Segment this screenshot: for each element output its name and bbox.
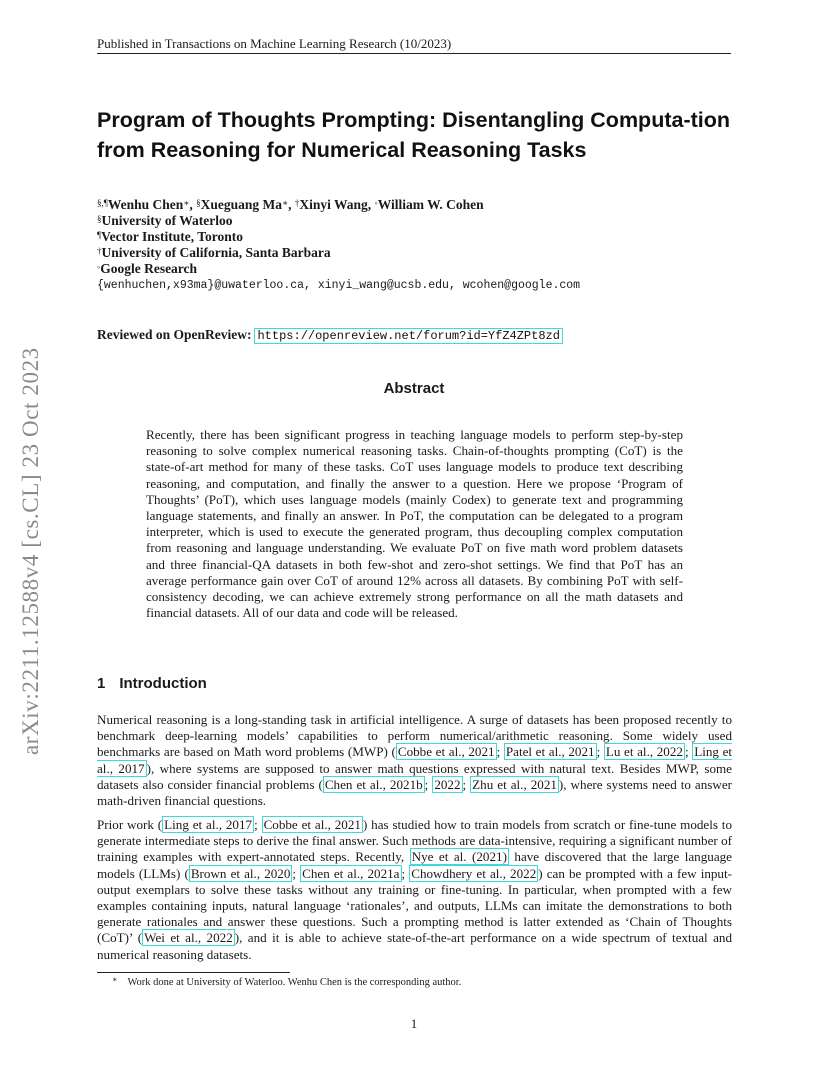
citation-link[interactable]: Ling et al., 2017 [97,744,733,776]
text-run: ), where systems are supposed to answer math questions expressed with natural text. Besides MWP, some datasets also consider financial problems ( [97,760,732,792]
citation-link[interactable]: Cobbe et al., 2021 [397,744,495,760]
author-block [97,197,737,294]
paper-title: Program of Thoughts Prompting: Disentangling Computa-tion from Reasoning for Numerical Reasoning Tasks [97,108,731,162]
review-label: Reviewed on OpenReview: [97,327,252,342]
author-emails: {wenhuchen,x93ma}@uwaterloo.ca, xinyi_wang@ucsb.edu, wcohen@google.com [97,279,581,292]
text-run: ) has studied how to train models from scratch or fine-tune models to generate intermediate steps to derive the final answer. Such methods are data-intensive, requiring a significant number of training examples with expert-annotated steps. Recently, [97,817,732,865]
author-name: Xueguang Ma [200,197,282,212]
section-number: 1 [97,675,106,692]
intro-paragraph-1 [97,712,732,809]
author-sup: ◦ [374,198,378,208]
author-star: ∗ [183,198,190,208]
affiliation [97,213,737,229]
author-line: §,¶Wenhu Chen∗, §Xueguang Ma∗, †Xinyi Wang, ◦William W. Cohen [97,197,484,212]
footnote-text: Work done at University of Waterloo. Wenhu Chen is the corresponding author. [127,977,462,988]
author-sup: † [294,198,300,208]
affiliation-name: University of California, Santa Barbara [101,245,331,260]
text-run: ; [462,776,471,792]
text-run: ; [254,817,262,832]
author-name: Xinyi Wang [299,197,368,212]
author-name: Wenhu Chen [107,197,184,212]
citation-link[interactable]: Ling et al., 2017 [164,817,253,832]
text-run: Prior work ( [97,817,163,832]
text-run: ; [496,744,504,760]
text-run: have discovered that the large language models (LLMs) ( [97,849,732,881]
arxiv-identifier: arXiv:2211.12588v4 [cs.CL] 23 Oct 2023 [18,347,43,755]
running-head: Published in Transactions on Machine Learning Research (10/2023) [97,36,452,51]
text-run: ), and it is able to achieve state-of-the-art performance on a wide spectrum of textual and numerical reasoning datasets. [97,930,732,962]
citation-link[interactable]: Nye et al. (2021) [411,849,507,865]
affiliation-name: Google Research [100,261,198,276]
affiliation-sup: § [97,214,102,224]
citation-link[interactable]: Brown et al., 2020 [190,865,291,881]
author-sup: §,¶ [97,198,108,208]
openreview-link[interactable]: https://openreview.net/forum?id=YfZ4ZPt8zd [254,328,562,344]
affiliation-sup: ¶ [97,230,102,240]
text-run: ; [401,865,410,881]
citation-link[interactable]: Patel et al., 2021 [505,744,595,760]
text-run: ) can be prompted with a few input-output exemplars to solve these tasks without any training or fine-tuning. In particular, when prompted with a few examples containing inputs, natural language ‘rationales’, and outputs, LLMs can imitate the demonstrations to both generate rationales and answer these questions. Such a prompting method is latter extended as ‘Chain of Thoughts (CoT)’ ( [97,865,732,946]
citation-link[interactable]: Chen et al., 2021b [324,776,423,792]
affiliation-name: University of Waterloo [101,213,233,228]
author-star: ∗ [282,198,289,208]
text-run: ; [596,744,604,760]
affiliation [97,229,737,245]
section-title: Introduction [119,675,207,692]
citation-link[interactable]: 2022 [434,776,461,792]
affiliation-name: Vector Institute, Toronto [101,229,243,244]
text-run: ), where systems need to answer math-driven financial questions. [97,776,733,809]
text-run: ; [424,776,433,792]
citation-link[interactable]: Wei et al., 2022 [144,930,233,946]
citation-link[interactable]: Cobbe et al., 2021 [263,817,361,832]
author-name: William W. Cohen [377,197,484,212]
header-rule [97,53,731,54]
citation-link[interactable]: Chen et al., 2021a [302,865,400,881]
footnote-rule [97,972,290,973]
citation-link[interactable]: Chowdhery et al., 2022 [411,865,537,881]
citation-link[interactable]: Lu et al., 2022 [605,744,683,760]
footnote-mark: ∗ [112,975,118,984]
affiliation-sup: ◦ [97,262,101,272]
review-line [97,327,563,343]
citation-link[interactable]: Zhu et al., 2021 [472,776,557,792]
affiliation [97,245,737,261]
affiliation [97,261,737,277]
abstract-text: Recently, there has been significant progress in teaching language models to perform step-by-step reasoning to solve complex numerical reasoning tasks. Chain-of-thoughts prompting (CoT) is the state-of-art method for many of these tasks. CoT uses language models to produce text describing reasoning, and computation, and finally the answer to a question. Here we propose ‘Program of Thoughts’ (PoT), which uses language models (mainly Codex) to generate text and programming language statements, and finally an answer. In PoT, the computation can be delegated to a program interpreter, which is used to execute the generated program, thus decoupling complex computation from reasoning and language understanding. We evaluate PoT on five math word problem datasets and three financial-QA datasets in both few-shot and zero-shot settings. We find that PoT has an average performance gain over CoT of around 12% across all datasets. By combining PoT with self-consistency decoding, we can achieve extremely strong performance on all the math datasets and financial datasets. All of our data and code will be released. [146,427,683,621]
page-number: 1 [410,1016,418,1031]
affiliation-sup: † [97,246,102,256]
text-run: Numerical reasoning is a long-standing task in artificial intelligence. A surge of datasets has been proposed recently to benchmark deep-learning models’ capabilities to perform numerical/arithmetic reasoning. Some widely used benchmarks are based on Math word problems (MWP) ( [97,712,732,760]
abstract-heading: Abstract [383,380,445,397]
text-run: ; [292,865,301,881]
footnote [112,977,461,988]
author-sup: § [196,198,201,208]
intro-paragraph-2 [97,817,732,963]
section-heading [97,675,207,692]
text-run: ; [684,744,693,760]
